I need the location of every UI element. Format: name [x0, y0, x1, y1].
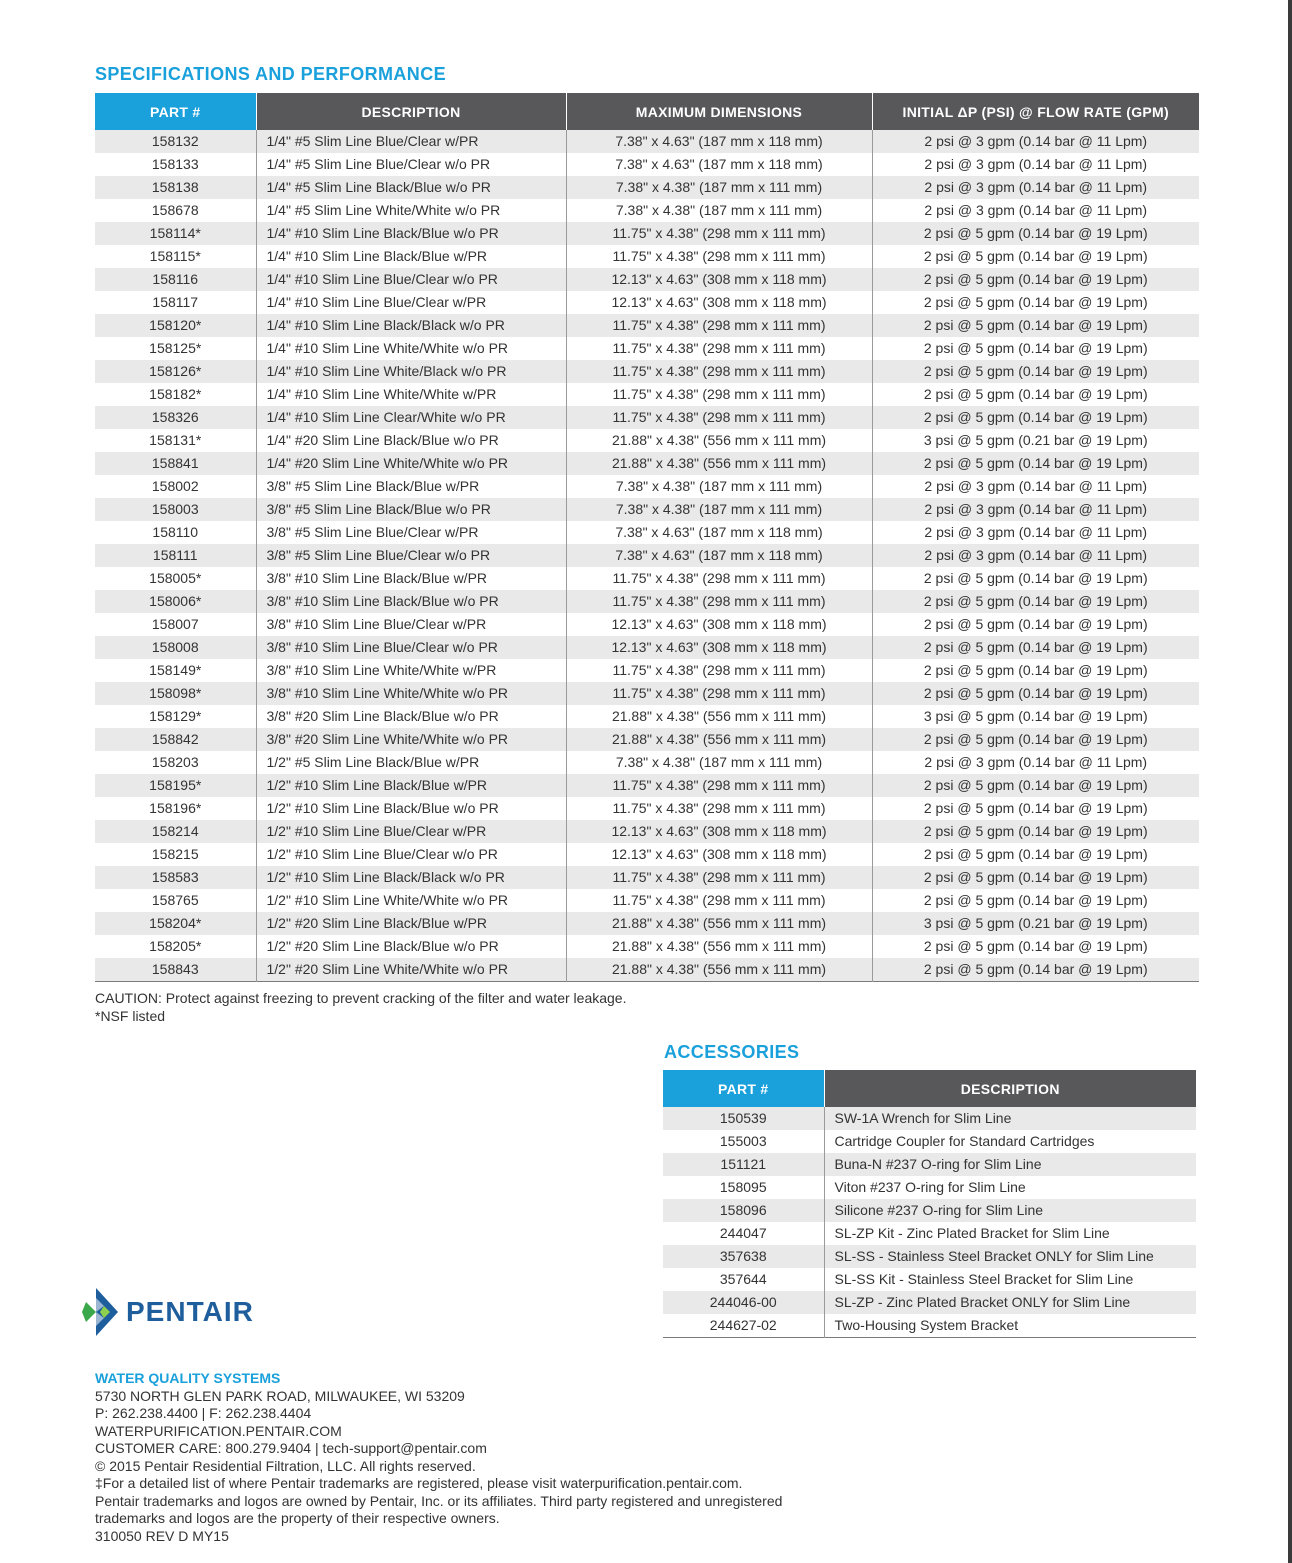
spec-cell-part: 158111 [95, 544, 256, 567]
spec-row [95, 935, 1199, 958]
spec-cell-part: 158005* [95, 567, 256, 590]
spec-table-body [95, 130, 1199, 982]
spec-cell-description: 1/4" #10 Slim Line Blue/Clear w/o PR [256, 268, 566, 291]
accessories-cell-description: SL-SS Kit - Stainless Steel Bracket for Slim Line [834, 1271, 1134, 1287]
spec-cell-pressure: 2 psi @ 5 gpm (0.14 bar @ 19 Lpm) [923, 340, 1148, 356]
footer-address: 5730 NORTH GLEN PARK ROAD, MILWAUKEE, WI 53209 [95, 1387, 465, 1404]
spec-cell-pressure: 2 psi @ 5 gpm (0.14 bar @ 19 Lpm) [872, 406, 1199, 429]
accessories-row [663, 1314, 1196, 1338]
spec-cell-description: 3/8" #10 Slim Line White/White w/o PR [256, 682, 566, 705]
spec-row [95, 429, 1199, 452]
footer-customer-care: CUSTOMER CARE: 800.279.9404 | tech-support@pentair.com [95, 1440, 487, 1456]
spec-cell-pressure: 2 psi @ 5 gpm (0.14 bar @ 19 Lpm) [923, 938, 1148, 954]
spec-cell-dimensions: 21.88" x 4.38" (556 mm x 111 mm) [566, 705, 872, 728]
spec-cell-description: 1/2" #10 Slim Line Black/Blue w/o PR [256, 797, 566, 820]
accessories-cell-description: SL-SS - Stainless Steel Bracket ONLY for Slim Line [824, 1245, 1196, 1268]
spec-row [95, 958, 1199, 982]
spec-cell-description: 3/8" #10 Slim Line White/White w/PR [256, 659, 566, 682]
spec-cell-dimensions: 12.13" x 4.63" (308 mm x 118 mm) [566, 613, 872, 636]
spec-cell-part: 158214 [95, 820, 256, 843]
spec-cell-dimensions: 11.75" x 4.38" (298 mm x 111 mm) [566, 360, 872, 383]
spec-cell-dimensions: 21.88" x 4.38" (556 mm x 111 mm) [566, 452, 872, 475]
caution-note: CAUTION: Protect against freezing to prevent cracking of the filter and water leakage. [95, 990, 627, 1006]
spec-row [95, 337, 1199, 360]
spec-cell-pressure: 2 psi @ 3 gpm (0.14 bar @ 11 Lpm) [924, 754, 1148, 770]
spec-col-part: PART # [95, 93, 256, 130]
spec-cell-dimensions: 11.75" x 4.38" (298 mm x 111 mm) [566, 590, 872, 613]
spec-cell-description: 1/2" #10 Slim Line Black/Blue w/PR [256, 774, 566, 797]
spec-row [95, 268, 1199, 291]
spec-cell-description: 1/4" #10 Slim Line White/Black w/o PR [256, 360, 566, 383]
accessories-table [663, 1070, 1196, 1338]
accessories-cell-description: Cartridge Coupler for Standard Cartridges [834, 1133, 1095, 1149]
accessories-row [663, 1130, 1196, 1153]
spec-cell-part: 158149* [95, 659, 256, 682]
spec-cell-description: 1/4" #10 Slim Line Blue/Clear w/PR [256, 291, 566, 314]
spec-cell-description: 3/8" #5 Slim Line Blue/Clear w/o PR [256, 544, 566, 567]
spec-cell-pressure: 2 psi @ 5 gpm (0.14 bar @ 19 Lpm) [872, 820, 1199, 843]
accessories-col-description: DESCRIPTION [824, 1070, 1196, 1107]
spec-cell-dimensions: 21.88" x 4.38" (556 mm x 111 mm) [566, 935, 872, 958]
spec-col-pressure: INITIAL ΔP (PSI) @ FLOW RATE (GPM) [872, 93, 1199, 130]
spec-col-dimensions: MAXIMUM DIMENSIONS [566, 93, 872, 130]
spec-row [95, 153, 1199, 176]
spec-cell-dimensions: 12.13" x 4.63" (308 mm x 118 mm) [566, 820, 872, 843]
spec-cell-part: 158115* [95, 245, 256, 268]
spec-cell-part: 158195* [95, 774, 256, 797]
spec-cell-description: 1/4" #5 Slim Line Black/Blue w/o PR [256, 176, 566, 199]
spec-row [95, 889, 1199, 912]
accessories-header-row [663, 1070, 1196, 1107]
spec-cell-description: 3/8" #5 Slim Line Black/Blue w/PR [256, 475, 566, 498]
spec-cell-part: 158203 [95, 751, 256, 774]
nsf-note: *NSF listed [95, 1008, 166, 1024]
spec-cell-dimensions: 11.75" x 4.38" (298 mm x 111 mm) [566, 659, 872, 682]
spec-cell-dimensions: 21.88" x 4.38" (556 mm x 111 mm) [566, 429, 872, 452]
spec-cell-part: 158007 [95, 613, 256, 636]
spec-cell-description: 3/8" #5 Slim Line Blue/Clear w/PR [256, 521, 566, 544]
spec-cell-description: 3/8" #10 Slim Line Black/Blue w/PR [256, 567, 566, 590]
spec-row [95, 291, 1199, 314]
spec-cell-dimensions: 7.38" x 4.63" (187 mm x 118 mm) [566, 130, 872, 153]
pentair-logo [82, 1288, 254, 1336]
accessories-cell-part: 150539 [663, 1107, 824, 1130]
accessories-cell-part: 244046-00 [663, 1291, 824, 1314]
footer [95, 1370, 782, 1545]
spec-cell-dimensions: 7.38" x 4.38" (187 mm x 111 mm) [566, 751, 872, 774]
spec-cell-part: 158114* [95, 222, 256, 245]
page-right-edge [1288, 0, 1292, 1563]
spec-cell-dimensions: 11.75" x 4.38" (298 mm x 111 mm) [566, 682, 872, 705]
spec-cell-part: 158002 [95, 475, 256, 498]
spec-cell-pressure: 2 psi @ 5 gpm (0.14 bar @ 19 Lpm) [923, 570, 1148, 586]
spec-row [95, 199, 1199, 222]
spec-row [95, 797, 1199, 820]
spec-cell-dimensions: 21.88" x 4.38" (556 mm x 111 mm) [566, 728, 872, 751]
spec-cell-description: 1/2" #20 Slim Line White/White w/o PR [256, 958, 566, 982]
spec-cell-pressure: 2 psi @ 5 gpm (0.14 bar @ 19 Lpm) [872, 866, 1199, 889]
accessories-cell-part: 151121 [663, 1153, 824, 1176]
pentair-diamond-icon [82, 1288, 118, 1336]
spec-cell-dimensions: 11.75" x 4.38" (298 mm x 111 mm) [566, 774, 872, 797]
accessories-cell-part: 155003 [663, 1130, 824, 1153]
spec-cell-part: 158841 [95, 452, 256, 475]
spec-cell-description: 3/8" #5 Slim Line Black/Blue w/o PR [256, 498, 566, 521]
spec-row [95, 567, 1199, 590]
spec-cell-dimensions: 11.75" x 4.38" (298 mm x 111 mm) [566, 222, 872, 245]
spec-cell-description: 3/8" #10 Slim Line Black/Blue w/o PR [256, 590, 566, 613]
spec-cell-description: 3/8" #10 Slim Line Blue/Clear w/o PR [256, 636, 566, 659]
spec-cell-description: 3/8" #10 Slim Line Blue/Clear w/PR [256, 613, 566, 636]
spec-section-title: SPECIFICATIONS AND PERFORMANCE [95, 64, 447, 84]
spec-cell-pressure: 2 psi @ 5 gpm (0.14 bar @ 19 Lpm) [872, 222, 1199, 245]
spec-cell-description: 1/4" #20 Slim Line Black/Blue w/o PR [256, 429, 566, 452]
spec-col-description: DESCRIPTION [256, 93, 566, 130]
spec-cell-pressure: 2 psi @ 5 gpm (0.14 bar @ 19 Lpm) [872, 636, 1199, 659]
notes [95, 989, 626, 1025]
accessories-row [663, 1222, 1196, 1245]
spec-cell-description: 1/2" #10 Slim Line Blue/Clear w/o PR [256, 843, 566, 866]
spec-cell-dimensions: 11.75" x 4.38" (298 mm x 111 mm) [566, 889, 872, 912]
spec-row [95, 498, 1199, 521]
spec-cell-part: 158132 [95, 130, 256, 153]
spec-cell-pressure: 2 psi @ 5 gpm (0.14 bar @ 19 Lpm) [923, 892, 1148, 908]
accessories-cell-description: SL-ZP - Zinc Plated Bracket ONLY for Slim Line [824, 1291, 1196, 1314]
accessories-row [663, 1268, 1196, 1291]
spec-cell-description: 1/2" #10 Slim Line White/White w/o PR [256, 889, 566, 912]
spec-cell-pressure: 2 psi @ 5 gpm (0.14 bar @ 19 Lpm) [923, 294, 1148, 310]
spec-cell-pressure: 2 psi @ 5 gpm (0.14 bar @ 19 Lpm) [872, 452, 1199, 475]
accessories-table-body [663, 1107, 1196, 1338]
spec-cell-pressure: 2 psi @ 5 gpm (0.14 bar @ 19 Lpm) [923, 846, 1148, 862]
spec-cell-dimensions: 11.75" x 4.38" (298 mm x 111 mm) [566, 383, 872, 406]
accessories-col-part: PART # [663, 1070, 824, 1107]
spec-cell-pressure: 3 psi @ 5 gpm (0.14 bar @ 19 Lpm) [923, 708, 1148, 724]
accessories-cell-description: SW-1A Wrench for Slim Line [824, 1107, 1196, 1130]
spec-row [95, 475, 1199, 498]
spec-cell-dimensions: 7.38" x 4.38" (187 mm x 111 mm) [566, 498, 872, 521]
spec-cell-pressure: 2 psi @ 5 gpm (0.14 bar @ 19 Lpm) [923, 248, 1148, 264]
spec-row [95, 314, 1199, 337]
accessories-cell-description: Viton #237 O-ring for Slim Line [834, 1179, 1026, 1195]
accessories-cell-description: Two-Housing System Bracket [834, 1317, 1019, 1333]
footer-doc-number: 310050 REV D MY15 [95, 1527, 229, 1544]
spec-cell-dimensions: 7.38" x 4.63" (187 mm x 118 mm) [566, 521, 872, 544]
spec-cell-description: 1/2" #20 Slim Line Black/Blue w/o PR [256, 935, 566, 958]
spec-cell-pressure: 2 psi @ 5 gpm (0.14 bar @ 19 Lpm) [923, 386, 1148, 402]
spec-cell-pressure: 2 psi @ 5 gpm (0.14 bar @ 19 Lpm) [872, 360, 1199, 383]
spec-cell-part: 158182* [95, 383, 256, 406]
spec-cell-dimensions: 11.75" x 4.38" (298 mm x 111 mm) [566, 567, 872, 590]
spec-cell-dimensions: 7.38" x 4.63" (187 mm x 118 mm) [566, 544, 872, 567]
spec-cell-dimensions: 12.13" x 4.63" (308 mm x 118 mm) [566, 268, 872, 291]
accessories-cell-part: 158095 [663, 1176, 824, 1199]
spec-cell-description: 1/4" #10 Slim Line Black/Black w/o PR [256, 314, 566, 337]
spec-cell-description: 1/4" #10 Slim Line White/White w/o PR [256, 337, 566, 360]
spec-row [95, 130, 1199, 153]
spec-row [95, 222, 1199, 245]
spec-cell-dimensions: 7.38" x 4.38" (187 mm x 111 mm) [566, 199, 872, 222]
spec-cell-description: 1/4" #10 Slim Line Black/Blue w/PR [256, 245, 566, 268]
accessories-row [663, 1245, 1196, 1268]
spec-cell-part: 158678 [95, 199, 256, 222]
spec-cell-part: 158215 [95, 843, 256, 866]
spec-row [95, 636, 1199, 659]
spec-table [95, 93, 1199, 982]
spec-cell-description: 1/4" #5 Slim Line White/White w/o PR [256, 199, 566, 222]
footer-trademark-owner-2: trademarks and logos are the property of their respective owners. [95, 1510, 500, 1526]
spec-row [95, 705, 1199, 728]
accessories-cell-part: 244047 [663, 1222, 824, 1245]
spec-row [95, 383, 1199, 406]
footer-trademark-note: ‡For a detailed list of where Pentair trademarks are registered, please visit waterpurification.pentair.com. [95, 1475, 743, 1491]
accessories-cell-part: 158096 [663, 1199, 824, 1222]
accessories-row [663, 1291, 1196, 1314]
spec-cell-description: 1/2" #20 Slim Line Black/Blue w/PR [256, 912, 566, 935]
spec-row [95, 360, 1199, 383]
spec-row [95, 521, 1199, 544]
spec-cell-description: 1/4" #5 Slim Line Blue/Clear w/PR [256, 130, 566, 153]
spec-cell-pressure: 3 psi @ 5 gpm (0.21 bar @ 19 Lpm) [923, 432, 1148, 448]
spec-cell-pressure: 2 psi @ 5 gpm (0.14 bar @ 19 Lpm) [872, 728, 1199, 751]
spec-cell-pressure: 2 psi @ 3 gpm (0.14 bar @ 11 Lpm) [872, 130, 1199, 153]
spec-cell-pressure: 2 psi @ 5 gpm (0.14 bar @ 19 Lpm) [923, 662, 1148, 678]
spec-cell-pressure: 2 psi @ 3 gpm (0.14 bar @ 11 Lpm) [872, 498, 1199, 521]
spec-cell-part: 158003 [95, 498, 256, 521]
spec-cell-dimensions: 7.38" x 4.38" (187 mm x 111 mm) [566, 475, 872, 498]
accessories-cell-part: 357638 [663, 1245, 824, 1268]
accessories-cell-description: Buna-N #237 O-ring for Slim Line [824, 1153, 1196, 1176]
spec-cell-part: 158196* [95, 797, 256, 820]
spec-cell-part: 158116 [95, 268, 256, 291]
spec-cell-part: 158008 [95, 636, 256, 659]
spec-cell-dimensions: 11.75" x 4.38" (298 mm x 111 mm) [566, 797, 872, 820]
spec-cell-part: 158205* [95, 935, 256, 958]
accessories-row [663, 1107, 1196, 1130]
pentair-wordmark: PENTAIR [126, 1296, 254, 1327]
spec-row [95, 843, 1199, 866]
spec-cell-pressure: 2 psi @ 3 gpm (0.14 bar @ 11 Lpm) [872, 544, 1199, 567]
spec-cell-pressure: 2 psi @ 3 gpm (0.14 bar @ 11 Lpm) [924, 478, 1148, 494]
footer-trademark-owner-1: Pentair trademarks and logos are owned by Pentair, Inc. or its affiliates. Third party registered and unregistered [95, 1492, 783, 1509]
spec-cell-part: 158843 [95, 958, 256, 982]
spec-cell-part: 158126* [95, 360, 256, 383]
spec-cell-part: 158842 [95, 728, 256, 751]
spec-row [95, 176, 1199, 199]
spec-cell-pressure: 2 psi @ 5 gpm (0.14 bar @ 19 Lpm) [923, 616, 1148, 632]
spec-header-row [95, 93, 1199, 130]
spec-cell-description: 3/8" #20 Slim Line White/White w/o PR [256, 728, 566, 751]
spec-row [95, 751, 1199, 774]
spec-row [95, 406, 1199, 429]
footer-website: WATERPURIFICATION.PENTAIR.COM [95, 1422, 342, 1439]
spec-cell-dimensions: 11.75" x 4.38" (298 mm x 111 mm) [566, 406, 872, 429]
spec-cell-pressure: 2 psi @ 3 gpm (0.14 bar @ 11 Lpm) [924, 156, 1148, 172]
spec-cell-description: 1/2" #5 Slim Line Black/Blue w/PR [256, 751, 566, 774]
spec-cell-dimensions: 21.88" x 4.38" (556 mm x 111 mm) [566, 912, 872, 935]
spec-cell-part: 158583 [95, 866, 256, 889]
accessories-title: ACCESSORIES [664, 1042, 800, 1062]
spec-row [95, 728, 1199, 751]
spec-row [95, 590, 1199, 613]
spec-cell-dimensions: 11.75" x 4.38" (298 mm x 111 mm) [566, 866, 872, 889]
spec-cell-pressure: 3 psi @ 5 gpm (0.21 bar @ 19 Lpm) [872, 912, 1199, 935]
spec-cell-part: 158098* [95, 682, 256, 705]
spec-cell-description: 1/2" #10 Slim Line Blue/Clear w/PR [256, 820, 566, 843]
spec-cell-part: 158110 [95, 521, 256, 544]
spec-cell-pressure: 2 psi @ 5 gpm (0.14 bar @ 19 Lpm) [872, 682, 1199, 705]
spec-cell-part: 158120* [95, 314, 256, 337]
spec-cell-part: 158138 [95, 176, 256, 199]
accessories-cell-description: Silicone #237 O-ring for Slim Line [824, 1199, 1196, 1222]
accessories-row [663, 1176, 1196, 1199]
spec-row [95, 820, 1199, 843]
spec-cell-dimensions: 11.75" x 4.38" (298 mm x 111 mm) [566, 337, 872, 360]
spec-row [95, 659, 1199, 682]
spec-row [95, 452, 1199, 475]
spec-cell-part: 158204* [95, 912, 256, 935]
spec-cell-part: 158133 [95, 153, 256, 176]
spec-cell-description: 1/4" #20 Slim Line White/White w/o PR [256, 452, 566, 475]
spec-row [95, 245, 1199, 268]
spec-cell-part: 158129* [95, 705, 256, 728]
spec-cell-part: 158006* [95, 590, 256, 613]
spec-cell-pressure: 2 psi @ 5 gpm (0.14 bar @ 19 Lpm) [872, 958, 1199, 982]
spec-cell-description: 1/2" #10 Slim Line Black/Black w/o PR [256, 866, 566, 889]
spec-cell-dimensions: 12.13" x 4.63" (308 mm x 118 mm) [566, 291, 872, 314]
spec-row [95, 544, 1199, 567]
spec-cell-pressure: 2 psi @ 3 gpm (0.14 bar @ 11 Lpm) [924, 202, 1148, 218]
accessories-row [663, 1153, 1196, 1176]
spec-cell-pressure: 2 psi @ 5 gpm (0.14 bar @ 19 Lpm) [872, 314, 1199, 337]
footer-phone: P: 262.238.4400 | F: 262.238.4404 [95, 1405, 312, 1421]
footer-copyright: © 2015 Pentair Residential Filtration, LLC. All rights reserved. [95, 1457, 476, 1474]
spec-cell-part: 158326 [95, 406, 256, 429]
spec-cell-pressure: 2 psi @ 5 gpm (0.14 bar @ 19 Lpm) [872, 590, 1199, 613]
spec-cell-pressure: 2 psi @ 5 gpm (0.14 bar @ 19 Lpm) [872, 268, 1199, 291]
spec-row [95, 912, 1199, 935]
spec-row [95, 774, 1199, 797]
spec-cell-pressure: 2 psi @ 3 gpm (0.14 bar @ 11 Lpm) [924, 524, 1148, 540]
spec-cell-part: 158125* [95, 337, 256, 360]
accessories-cell-part: 244627-02 [663, 1314, 824, 1338]
spec-cell-description: 1/4" #10 Slim Line Clear/White w/o PR [256, 406, 566, 429]
spec-cell-pressure: 2 psi @ 3 gpm (0.14 bar @ 11 Lpm) [872, 176, 1199, 199]
spec-row [95, 682, 1199, 705]
spec-cell-dimensions: 7.38" x 4.38" (187 mm x 111 mm) [566, 176, 872, 199]
spec-cell-description: 1/4" #10 Slim Line White/White w/PR [256, 383, 566, 406]
spec-cell-part: 158131* [95, 429, 256, 452]
spec-cell-part: 158117 [95, 291, 256, 314]
spec-cell-description: 1/4" #5 Slim Line Blue/Clear w/o PR [256, 153, 566, 176]
spec-row [95, 866, 1199, 889]
spec-row [95, 613, 1199, 636]
spec-cell-dimensions: 12.13" x 4.63" (308 mm x 118 mm) [566, 843, 872, 866]
spec-cell-dimensions: 11.75" x 4.38" (298 mm x 111 mm) [566, 314, 872, 337]
spec-cell-pressure: 2 psi @ 5 gpm (0.14 bar @ 19 Lpm) [872, 774, 1199, 797]
accessories-cell-part: 357644 [663, 1268, 824, 1291]
spec-cell-description: 1/4" #10 Slim Line Black/Blue w/o PR [256, 222, 566, 245]
accessories-row [663, 1199, 1196, 1222]
accessories-cell-description: SL-ZP Kit - Zinc Plated Bracket for Slim Line [834, 1225, 1110, 1241]
spec-cell-dimensions: 21.88" x 4.38" (556 mm x 111 mm) [566, 958, 872, 982]
footer-company: WATER QUALITY SYSTEMS [95, 1370, 281, 1386]
spec-cell-dimensions: 7.38" x 4.63" (187 mm x 118 mm) [566, 153, 872, 176]
spec-cell-dimensions: 12.13" x 4.63" (308 mm x 118 mm) [566, 636, 872, 659]
spec-cell-pressure: 2 psi @ 5 gpm (0.14 bar @ 19 Lpm) [923, 800, 1148, 816]
spec-cell-dimensions: 11.75" x 4.38" (298 mm x 111 mm) [566, 245, 872, 268]
spec-cell-description: 3/8" #20 Slim Line Black/Blue w/o PR [256, 705, 566, 728]
spec-cell-part: 158765 [95, 889, 256, 912]
